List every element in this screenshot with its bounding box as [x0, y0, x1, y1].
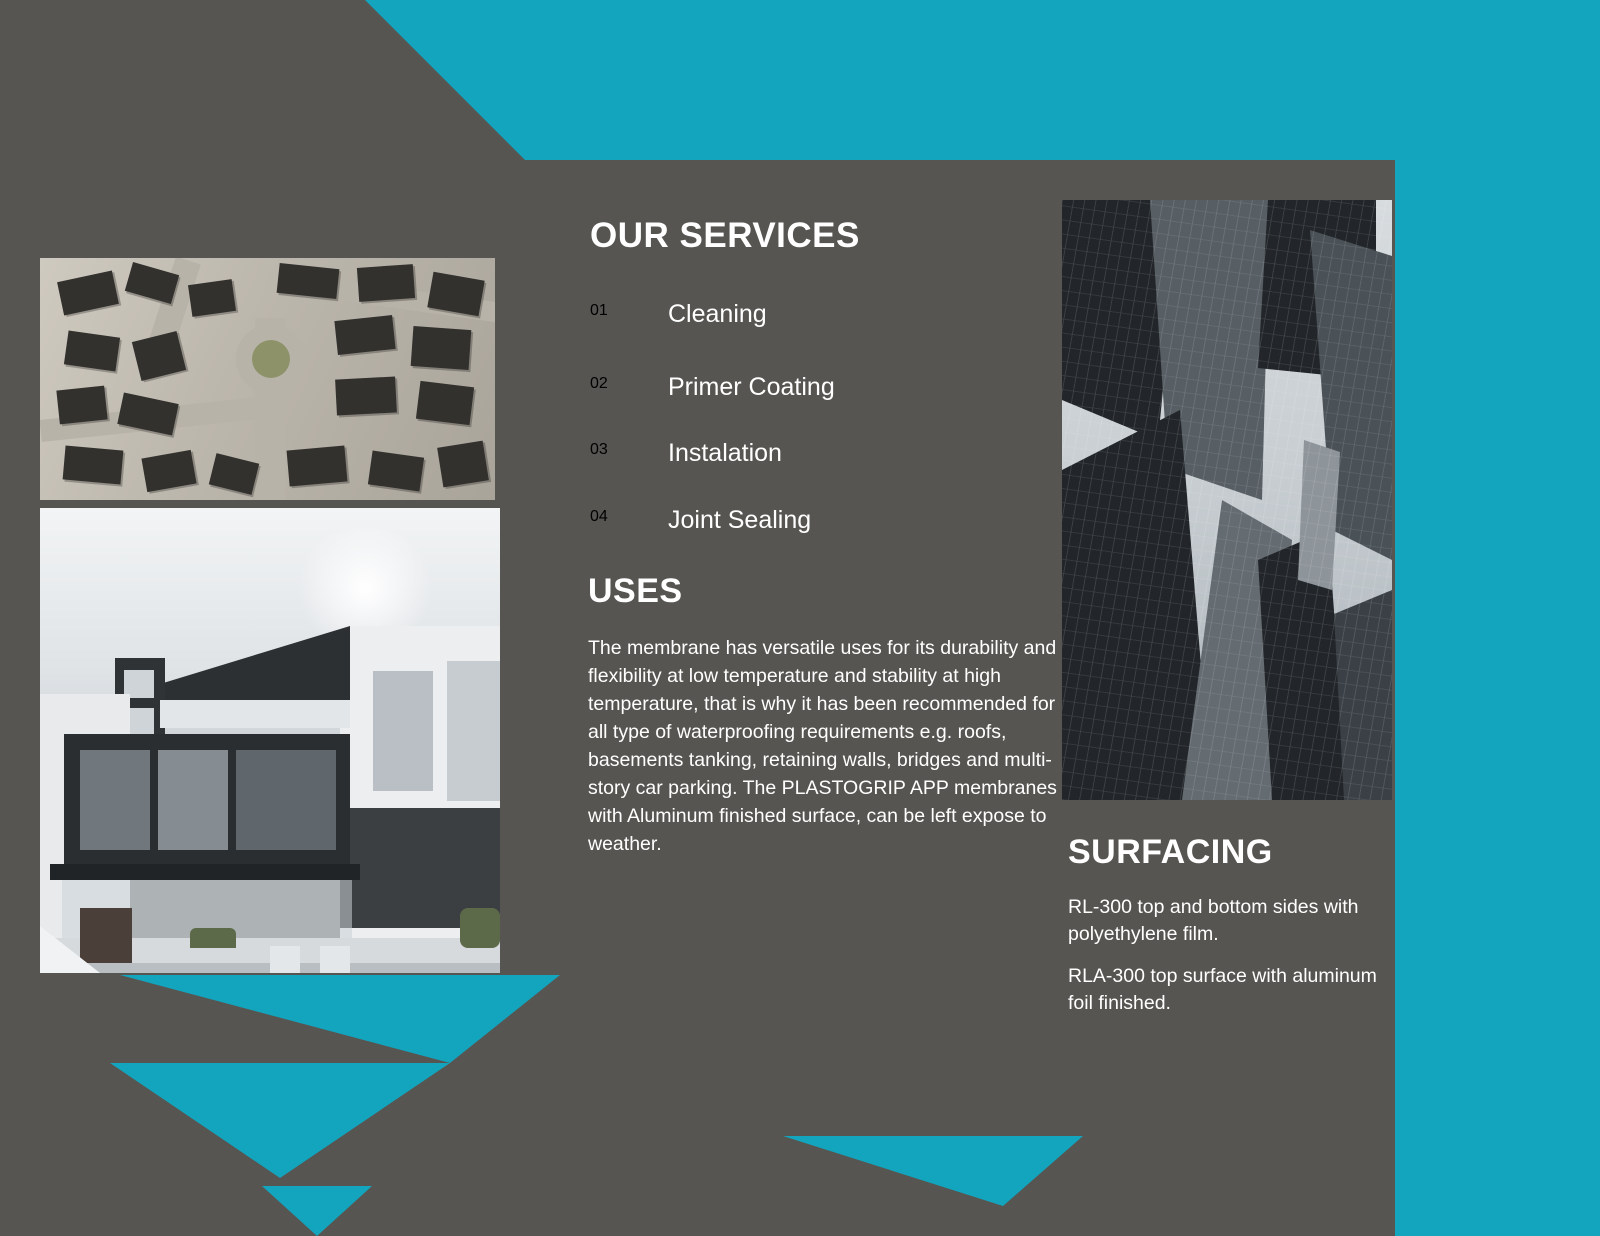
service-number-04: 04: [590, 508, 608, 525]
uses-body-text: The membrane has versatile uses for its durability and flexibility at low temperature and stability at high temperature, that is why it has been recommended for all type of waterproofing requirements e.g. roofs, basements tanking, retaining walls, bridges and multi-story car parking. The PLASTOGRIP APP membranes with Aluminum finished surface, can be left expose to weather.: [588, 637, 1057, 855]
service-number-02: 02: [590, 375, 608, 392]
service-number-03: 03: [590, 441, 608, 458]
surfacing-paragraph-1: RL-300 top and bottom sides with polyethylene film.: [1068, 896, 1359, 945]
service-label-instalation: Instalation: [668, 439, 782, 467]
our-services-title: OUR SERVICES: [590, 216, 860, 255]
uses-title: USES: [588, 572, 683, 610]
service-label-cleaning: Cleaning: [668, 300, 767, 328]
surfacing-paragraph-2: RLA-300 top surface with aluminum foil finished.: [1068, 965, 1377, 1014]
surfacing-title: SURFACING: [1068, 833, 1273, 871]
service-label-primer-coating: Primer Coating: [668, 373, 835, 401]
service-label-joint-sealing: Joint Sealing: [668, 506, 812, 534]
service-number-01: 01: [590, 302, 608, 319]
